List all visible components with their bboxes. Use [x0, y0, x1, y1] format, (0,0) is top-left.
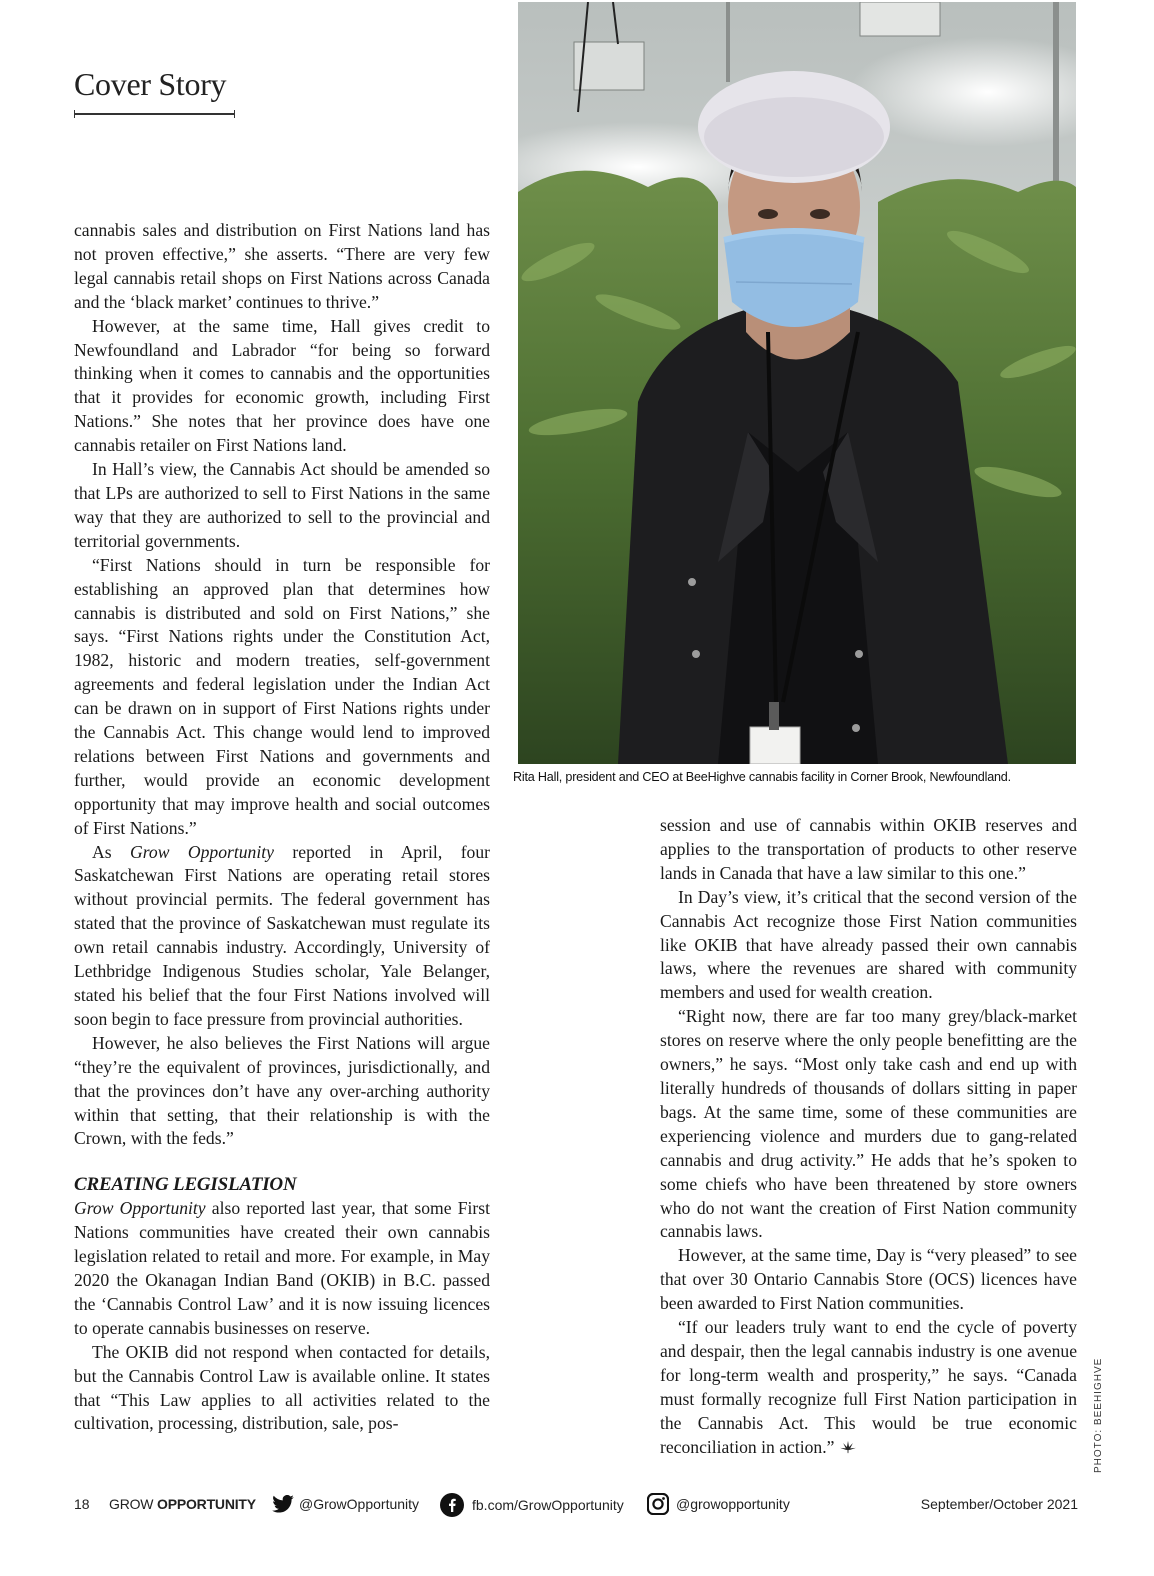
paragraph: However, at the same time, Day is “very pleased” to see that over 30 Ontario Cannabis Store (OCS) licences have been awarded to First Nation communities. [660, 1245, 1077, 1314]
twitter-handle[interactable] [272, 1493, 419, 1515]
section-title-rule [74, 113, 235, 115]
subheading: CREATING LEGISLATION [74, 1174, 297, 1196]
twitter-icon [272, 1495, 294, 1513]
magazine-name [109, 1493, 256, 1515]
paragraph-prefix: As [92, 841, 131, 862]
paragraph: “Right now, there are far too many grey/black-market stores on reserve where the only people benefitting are the owners,” he says. “Most only take cash and end up with literally hundreds of thousands of dollars sitting in paper bags. At the same time, some of these communities are experiencing violence and murders due to gang-related cannabis and drug activity.” He adds that he’s spoken to some chiefs who have been threatened by store owners who do not want the creation of First Nation community cannabis laws. [660, 1006, 1077, 1242]
facebook-link[interactable] [440, 1493, 624, 1517]
cannabis-leaf-icon [839, 1440, 857, 1454]
paragraph: session and use of cannabis within OKIB reserves and applies to the transportation of products to other reserve lands in Canada that have a law similar to this one.” [660, 815, 1077, 883]
paragraph-text: reported in April, four Saskatchewan First Nations are operating retail stores without provincial permits. The federal government has stated that the province of Saskatchewan must regulate its own retail cannabis industry. Accordingly, University of Lethbridge Indigenous Studies scholar, Yale Belanger, stated his belief that the four First Nations involved will soon begin to face pressure from provincial authorities. [74, 841, 491, 1029]
left-column [74, 219, 490, 1436]
paragraph-text: “If our leaders truly want to end the cycle of poverty and despair, then the legal cannabis industry is one avenue for long-term wealth and prosperity,” he says. “Canada must formally recognize full First Nation participation in the Cannabis Act. This would be true economic reconciliation in action.” [660, 1317, 1077, 1457]
right-column [660, 814, 1077, 1459]
paragraph [660, 1316, 1077, 1459]
paragraph-text: also reported last year, that some First Nations communities have created their own cannabis legislation related to retail and more. For example, in May 2020 the Okanagan Indian Band (OKIB) in B.C. passed the ‘Cannabis Control Law’ and it is now issuing licences to operate cannabis businesses on reserve. [74, 1198, 490, 1338]
paragraph: The OKIB did not respond when contacted for details, but the Cannabis Control Law is available online. It states that “This Law applies to all activities related to the cultivation, processing, distribution, sale, pos- [74, 1341, 490, 1434]
cover-photo [518, 2, 1076, 764]
issue-date: September/October 2021 [920, 1496, 1078, 1512]
publication-name: Grow Opportunity [130, 841, 274, 862]
brand-bold: OPPORTUNITY [157, 1496, 256, 1512]
photo-illustration [518, 2, 1076, 764]
page-footer [74, 1493, 1078, 1519]
section-title: Cover Story [74, 66, 227, 102]
publication-name: Grow Opportunity [74, 1198, 206, 1219]
instagram-icon [647, 1493, 669, 1515]
facebook-icon [440, 1493, 464, 1517]
paragraph: In Hall’s view, the Cannabis Act should be amended so that LPs are authorized to sell to First Nations in the same way that they are authorized to sell to the provincial and territorial governments. [74, 459, 490, 551]
instagram-text: @growopportunity [676, 1496, 790, 1512]
paragraph: cannabis sales and distribution on First Nations land has not proven effective,” she asserts. “There are very few legal cannabis retail shops on First Nations across Canada and the ‘black market’ continues to thrive.” [74, 220, 490, 312]
paragraph: In Day’s view, it’s critical that the second version of the Cannabis Act recognize those First Nation communities like OKIB that have already passed their own cannabis laws, where the revenues are shared with community members and used for wealth creation. [660, 886, 1077, 1003]
photo-caption: Rita Hall, president and CEO at BeeHighve cannabis facility in Corner Brook, Newfoundland. [513, 770, 1011, 784]
instagram-handle[interactable] [647, 1493, 790, 1515]
brand-light: GROW [109, 1496, 157, 1512]
paragraph: However, at the same time, Hall gives credit to Newfoundland and Labrador “for being so forward thinking when it comes to cannabis and the opportunities that it provides for economic growth, including First Nations.” She notes that her province does have one cannabis retailer on First Nations land. [74, 315, 490, 456]
photo-credit: PHOTO: BEEHIGHVE [1093, 1357, 1104, 1473]
twitter-text: @GrowOpportunity [299, 1496, 420, 1512]
facebook-text: fb.com/GrowOpportunity [472, 1497, 624, 1513]
paragraph: “First Nations should in turn be responsible for establishing an approved plan that determines how cannabis is distributed and sold on First Nations,” she says. “First Nations rights under the Constitution Act, 1982, historic and modern treaties, self-government agreements and federal legislation under the Indian Act can be drawn on in support of First Nations rights under the Cannabis Act. This change would lend to improved relations between First Nations and governments and further, would provide an economic development opportunity that may improve health and social outcomes of First Nations.” [74, 554, 490, 838]
paragraph: However, he also believes the First Nations will argue “they’re the equivalent of provinces, jurisdictionally, and that the provinces don’t have any over-arching authority within that setting, that their relationship is with the Crown, with the feds.” [74, 1032, 490, 1149]
paragraph [74, 841, 490, 1032]
page-number: 18 [74, 1496, 90, 1512]
paragraph [74, 1197, 490, 1340]
